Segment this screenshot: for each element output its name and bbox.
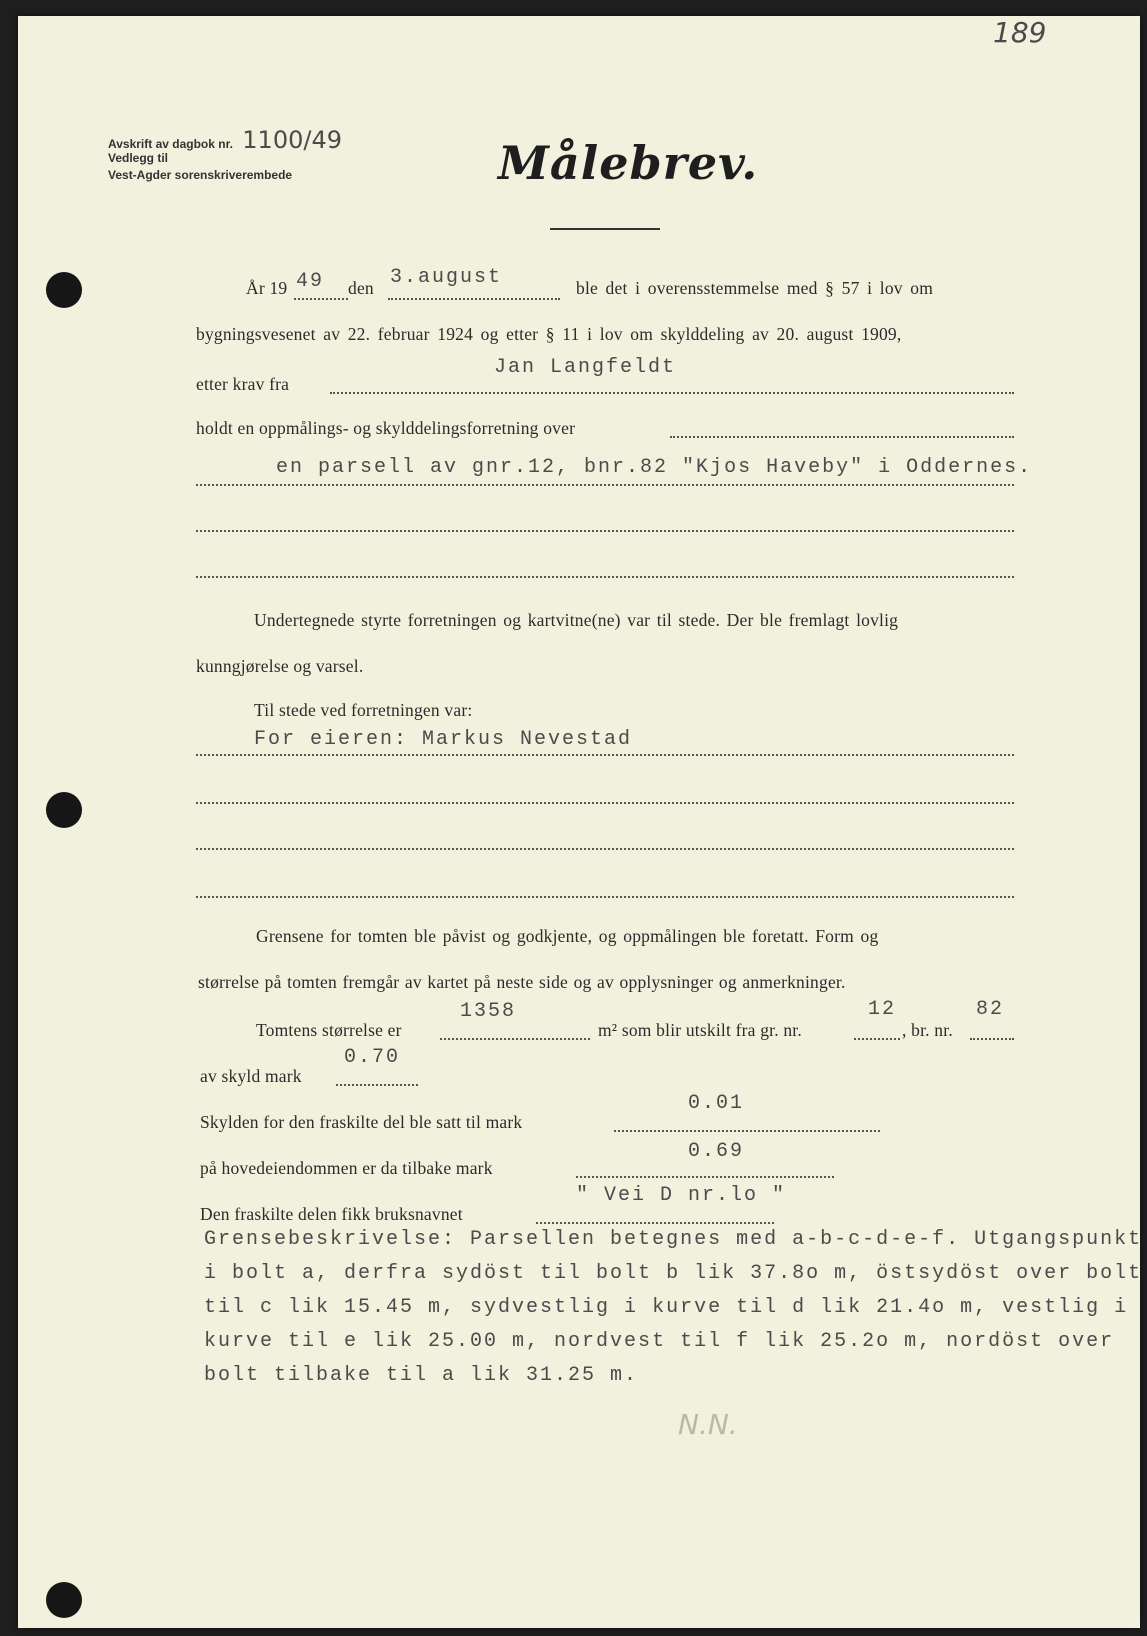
- tilbake-label: på hovedeiendommen er da tilbake mark: [200, 1158, 493, 1178]
- beskrivelse-line-4: kurve til e lik 25.00 m, nordvest til f lik 25.2o m, nordöst over: [204, 1330, 1115, 1353]
- fraskilt-label: Skylden for den fraskilte del ble satt til mark: [200, 1112, 523, 1132]
- punch-hole-middle: [46, 792, 82, 828]
- stamp-line-2: Vedlegg til: [108, 151, 169, 165]
- bruk-value: " Vei D nr.lo ": [576, 1184, 787, 1207]
- title-ornament: [550, 228, 660, 230]
- punch-hole-bottom: [46, 1582, 82, 1618]
- punch-hole-top: [46, 272, 82, 308]
- bnr-label: , br. nr.: [902, 1020, 953, 1040]
- m2-label: m² som blir utskilt fra gr. nr.: [598, 1020, 802, 1040]
- ar-label: År 19: [246, 278, 288, 298]
- holdt-label: holdt en oppmålings- og skylddelingsforretning over: [196, 418, 576, 438]
- stamp-line-3: Vest-Agder sorenskriverembede: [108, 168, 293, 182]
- stamp-line-1: Avskrift av dagbok nr. 1100/49: [108, 126, 342, 154]
- gnr-value: 12: [868, 998, 897, 1021]
- year-value: 49: [296, 270, 325, 293]
- stede-text-2: kunngjørelse og varsel.: [196, 656, 364, 676]
- skyld-label: av skyld mark: [200, 1066, 302, 1086]
- present-value: For eieren: Markus Nevestad: [254, 728, 633, 751]
- date-value: 3.august: [390, 266, 503, 289]
- beskrivelse-line-5: bolt tilbake til a lik 31.25 m.: [204, 1364, 639, 1387]
- page-title: Målebrev.: [498, 136, 759, 190]
- krav-label: etter krav fra: [196, 374, 290, 394]
- stede-text-1: Undertegnede styrte forretningen og kartvitne(ne) var til stede. Der ble fremlagt lovlig: [254, 610, 899, 630]
- document-page: [18, 16, 1143, 1628]
- intro-text-2: bygningsvesenet av 22. februar 1924 og etter § 11 i lov om skylddeling av 20. august 1909,: [196, 324, 902, 344]
- page-number: 189: [993, 16, 1047, 49]
- pencil-initials: N.N.: [678, 1408, 738, 1441]
- grense-text-1: Grensene for tomten ble påvist og godkjente, og oppmålingen ble foretatt. Form og: [256, 926, 879, 946]
- present-label: Til stede ved forretningen var:: [254, 700, 473, 720]
- bnr-value: 82: [976, 998, 1005, 1021]
- bruk-label: Den fraskilte delen fikk bruksnavnet: [200, 1204, 463, 1224]
- size-value: 1358: [460, 1000, 517, 1023]
- beskrivelse-line-1: Grensebeskrivelse: Parsellen betegnes med a-b-c-d-e-f. Utgangspunkt: [204, 1228, 1143, 1251]
- requester-value: Jan Langfeldt: [494, 356, 677, 379]
- skyld-value: 0.70: [344, 1046, 401, 1069]
- object-value: en parsell av gnr.12, bnr.82 "Kjos Haveby" i Oddernes.: [276, 456, 1033, 479]
- size-label: Tomtens størrelse er: [256, 1020, 402, 1040]
- tilbake-value: 0.69: [688, 1140, 745, 1163]
- fraskilt-value: 0.01: [688, 1092, 745, 1115]
- grense-text-2: størrelse på tomten fremgår av kartet på neste side og av opplysninger og anmerkninger.: [198, 972, 846, 992]
- beskrivelse-line-2: i bolt a, derfra sydöst til bolt b lik 37.8o m, östsydöst over bolt: [204, 1262, 1143, 1285]
- intro-text-1: ble det i overensstemmelse med § 57 i lov om: [576, 278, 934, 298]
- beskrivelse-line-3: til c lik 15.45 m, sydvestlig i kurve til d lik 21.4o m, vestlig i: [204, 1296, 1129, 1319]
- den-label: den: [348, 278, 374, 298]
